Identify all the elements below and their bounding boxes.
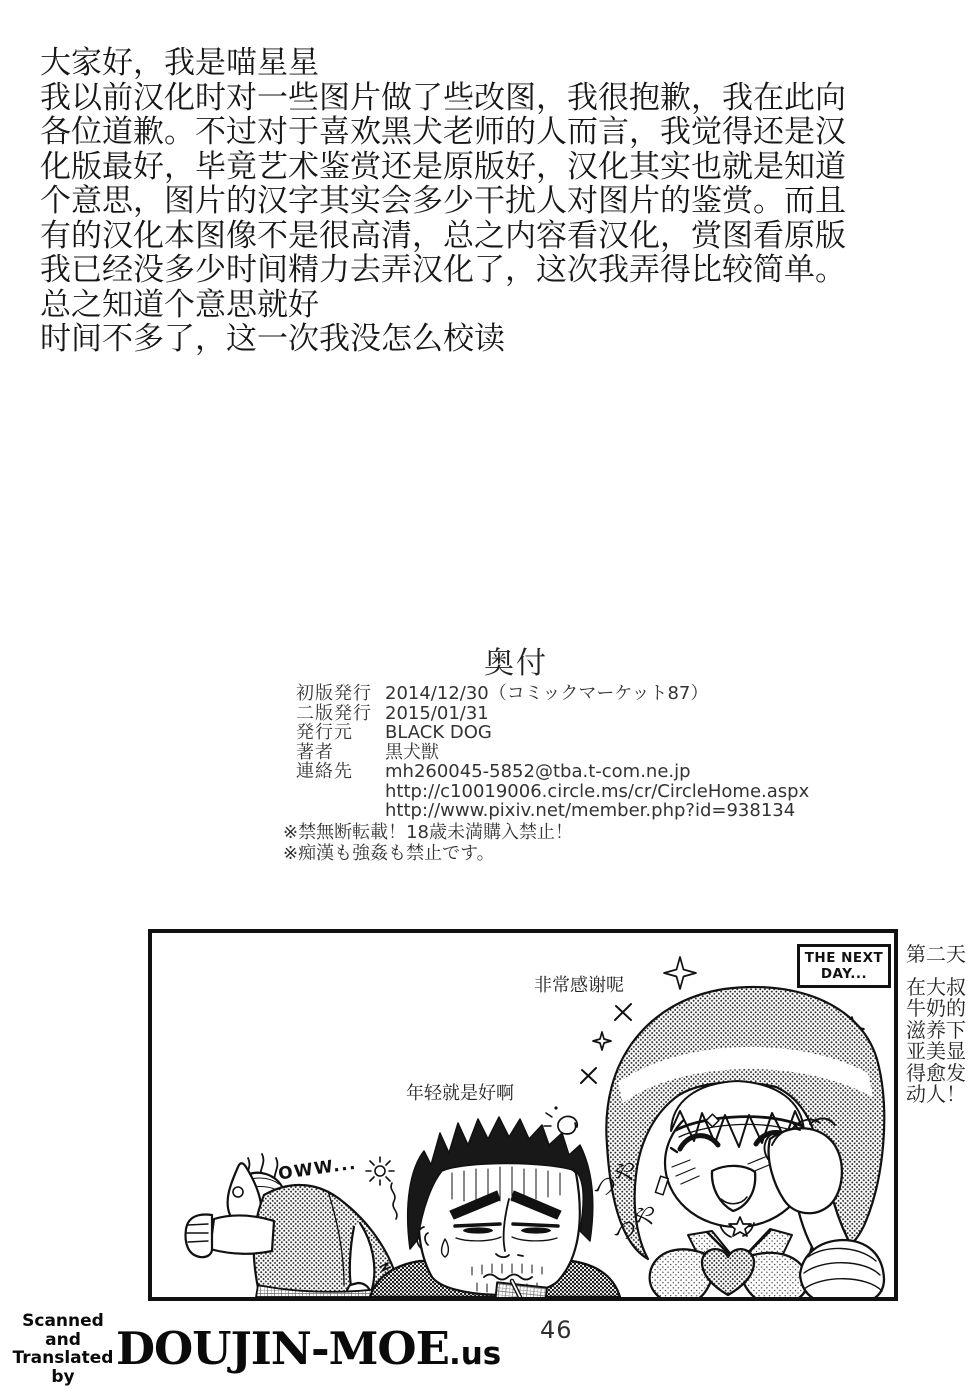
colophon-notes	[283, 822, 573, 864]
side-note-line: 牛奶的	[906, 996, 966, 1020]
colophon-url: http://www.pixiv.net/member.php?id=938134	[385, 800, 796, 821]
colophon-row	[296, 762, 809, 782]
credit-line: and	[45, 1329, 81, 1350]
colophon-value: 2015/01/31	[385, 702, 489, 724]
translator-note	[40, 46, 846, 357]
speech-young: 年轻就是好啊	[406, 1083, 514, 1104]
colophon-url: http://c10019006.circle.ms/cr/CircleHome.aspx	[385, 780, 810, 802]
colophon-row	[296, 801, 809, 821]
colophon-row	[296, 723, 809, 743]
scanlation-credit	[8, 1312, 118, 1386]
colophon-row	[296, 704, 809, 724]
colophon-label: 連絡先	[296, 761, 353, 782]
intro-line: 有的汉化本图像不是很高清，总之内容看汉化，赏图看原版	[40, 217, 846, 254]
colophon-label: 二版発行	[296, 702, 372, 724]
colophon-note: ※禁無断転載！18歳未満購入禁止！	[283, 822, 573, 843]
doujin-moe-logo	[116, 1322, 501, 1375]
colophon-label: 著者	[296, 741, 334, 763]
comic-panel	[148, 929, 898, 1301]
intro-line: 我以前汉化时对一些图片做了些改图，我很抱歉，我在此向	[40, 79, 846, 116]
sfx-shiny-text: つや	[586, 1153, 645, 1206]
uncle-figure	[370, 1106, 620, 1297]
credit-line: by	[51, 1366, 75, 1387]
colophon-rows	[296, 684, 809, 821]
intro-line: 个意思，图片的汉字其实会多少干扰人对图片的鉴赏。而且	[40, 183, 846, 219]
credit-line: Translated	[12, 1348, 114, 1368]
comic-artwork	[152, 933, 894, 1297]
intro-line: 大家好，我是喵星星	[40, 45, 319, 81]
side-note	[906, 944, 972, 1106]
page-number: 46	[540, 1316, 573, 1344]
colophon-row	[296, 782, 809, 802]
intro-line: 我已经没多少时间精力去弄汉化了，这次我弄得比较简单。	[40, 252, 846, 288]
caption-box: THE NEXT DAY...	[797, 944, 891, 988]
colophon-title: 奥付	[484, 646, 548, 681]
colophon-value: 2014/12/30（コミックマーケット87）	[385, 683, 709, 704]
colophon-row	[296, 743, 809, 763]
side-note-line: 第二天	[906, 942, 966, 966]
colophon-row	[296, 684, 809, 704]
credit-line: Scanned	[22, 1311, 104, 1331]
sfx-shiny-text: つや	[606, 1197, 665, 1250]
logo-suffix: .us	[448, 1336, 502, 1372]
sfx-oww: OWW...	[276, 1153, 358, 1185]
speech-thanks: 非常感谢呢	[534, 975, 624, 996]
side-note-line: 滋养下	[906, 1017, 966, 1042]
intro-line: 时间不多了，这一次我没怎么校读	[40, 321, 505, 357]
intro-line: 化版最好，毕竟艺术鉴赏还是原版好，汉化其实也就是知道	[40, 148, 846, 185]
colophon-value: 黒犬獣	[385, 741, 439, 763]
intro-line: 各位道歉。不过对于喜欢黑犬老师的人而言，我觉得还是汉	[40, 114, 846, 150]
spark-mark	[366, 1157, 397, 1219]
side-note-line: 动人！	[906, 1082, 966, 1106]
colophon-label: 発行元	[296, 722, 353, 743]
logo-text: DOUJIN-MOE	[116, 1322, 449, 1375]
side-note-line: 在大叔	[906, 974, 966, 999]
colophon-value: BLACK DOG	[385, 722, 492, 743]
colophon-label: 初版発行	[296, 683, 372, 704]
colophon-value: mh260045-5852@tba.t-com.ne.jp	[385, 761, 691, 782]
intro-line: 总之知道个意思就好	[40, 286, 319, 323]
side-note-line: 得愈发	[906, 1060, 966, 1085]
side-note-line: 亚美显	[906, 1039, 966, 1063]
girl-figure	[606, 987, 884, 1297]
colophon-note: ※痴漢も強姦も禁止です。	[283, 843, 495, 864]
